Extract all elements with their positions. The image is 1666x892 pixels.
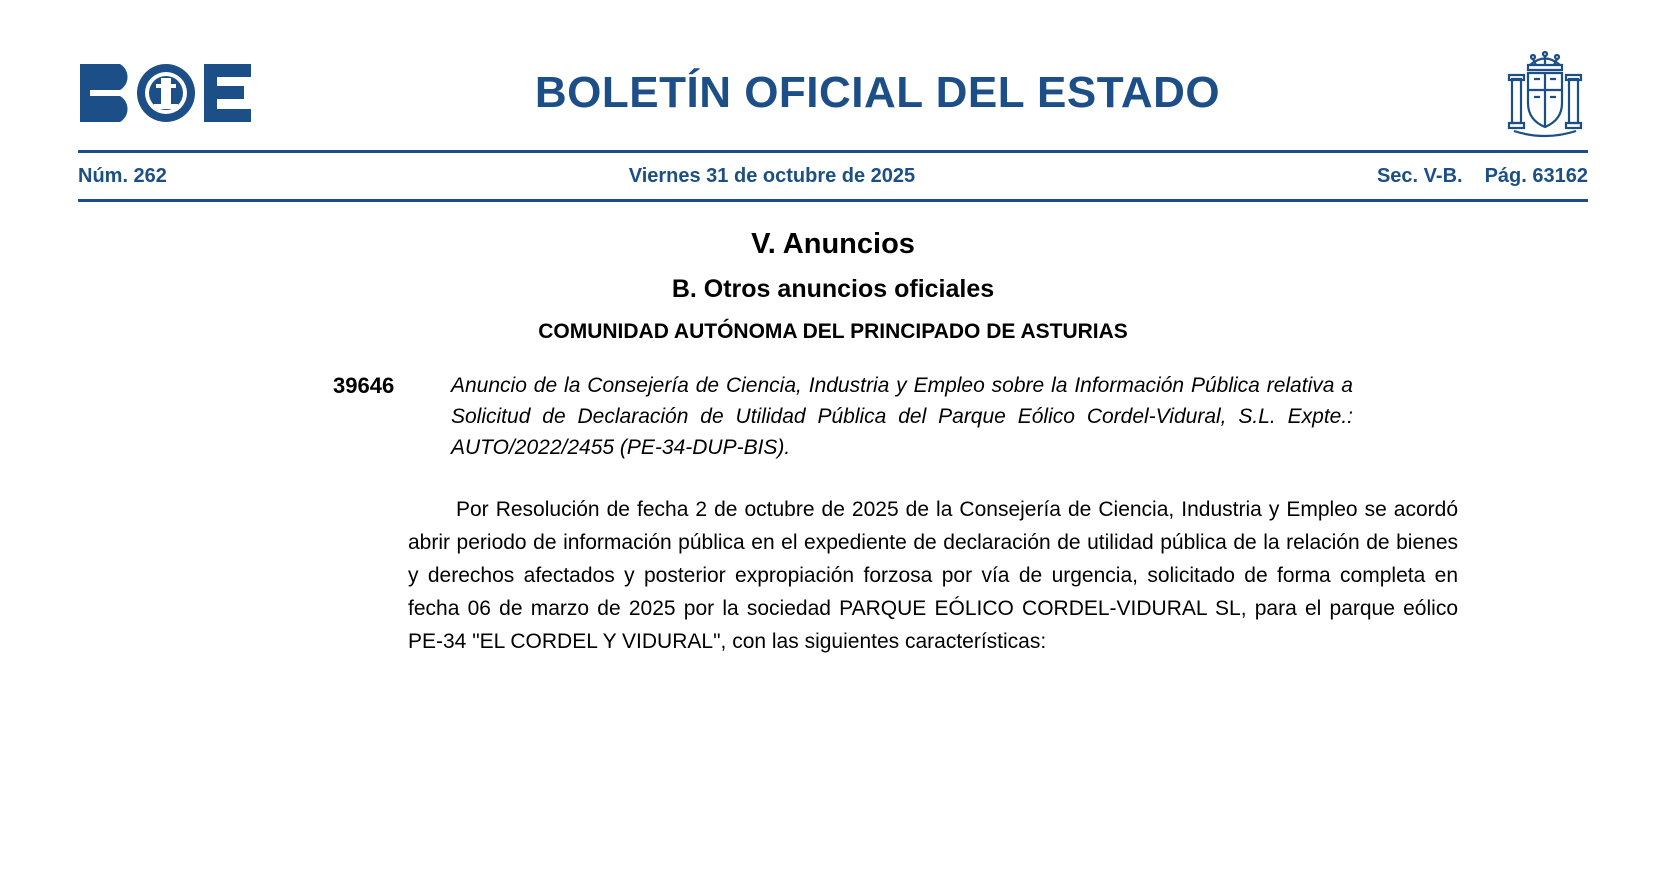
page-number: Pág. 63162: [1484, 164, 1588, 187]
page-title: BOLETÍN OFICIAL DEL ESTADO: [534, 68, 1221, 117]
coat-of-arms-icon: [1502, 45, 1588, 141]
header-band: [78, 153, 1588, 199]
announcement-number: 39646: [333, 373, 395, 398]
announcement-entry: [333, 370, 1353, 463]
boe-logo-icon: [78, 60, 253, 126]
body-paragraph: Por Resolución de fecha 2 de octubre de 2025 de la Consejería de Ciencia, Industria y Empleo se acordó abrir periodo de información pública en el expediente de declaración de utilidad pública de la relación de bienes y derechos afectados y posterior expropiación forzosa por vía de urgencia, solicitado de forma completa en fecha 06 de marzo de 2025 por la sociedad PARQUE EÓLICO CORDEL-VIDURAL SL, para el parque eólico PE-34 "EL CORDEL Y VIDURAL", con las siguientes características:: [408, 498, 1458, 653]
issue-number: Núm. 262: [78, 164, 167, 187]
subsection-heading: B. Otros anuncios oficiales: [671, 275, 995, 303]
organization-heading: COMUNIDAD AUTÓNOMA DEL PRINCIPADO DE ASTURIAS: [538, 320, 1128, 343]
section-reference: Sec. V-B.: [1376, 164, 1463, 187]
issue-date: Viernes 31 de octubre de 2025: [628, 164, 916, 187]
document-body: [78, 202, 1588, 658]
masthead: [78, 0, 1588, 150]
section-heading: V. Anuncios: [751, 228, 915, 260]
announcement-title: Anuncio de la Consejería de Ciencia, Industria y Empleo sobre la Información Pública relativa a Solicitud de Declaración de Utilidad Pública del Parque Eólico Cordel-Vidural, S.L. Expte.: AUTO/2022/2455 (PE-34-DUP-BIS).: [451, 374, 1353, 459]
